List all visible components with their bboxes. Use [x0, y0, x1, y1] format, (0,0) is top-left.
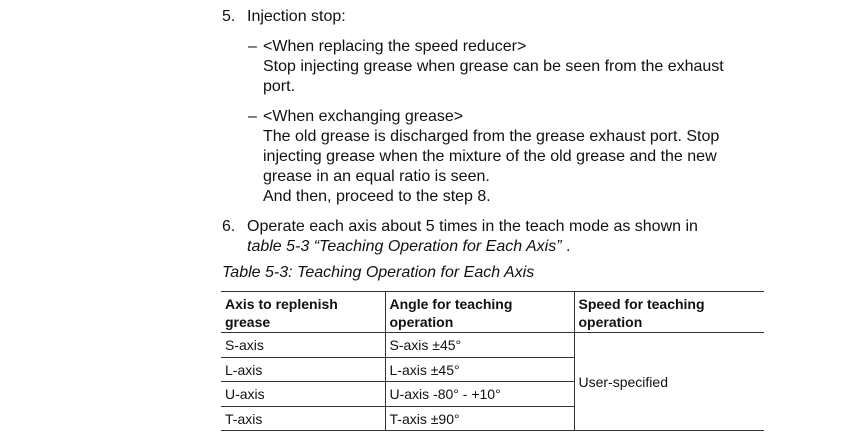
exchanging-grease-heading: <When exchanging grease> [263, 108, 464, 125]
replacing-reducer-line: port. [263, 78, 296, 95]
exchanging-grease-line: The old grease is discharged from the grease exhaust port. Stop [263, 128, 720, 145]
table-header-row [221, 292, 764, 333]
cell-angle: L-axis ±45° [385, 357, 574, 382]
header-angle: Angle for teaching operation [385, 292, 574, 333]
cell-speed: User-specified [574, 333, 764, 431]
cell-axis: S-axis [221, 333, 385, 358]
exchanging-grease-line: injecting grease when the mixture of the old grease and the new [263, 148, 717, 165]
header-axis: Axis to replenish grease [221, 292, 385, 333]
table-reference-link[interactable]: table 5-3 “Teaching Operation for Each Axis” [247, 238, 562, 255]
exchanging-grease-line: And then, proceed to the step 8. [263, 188, 491, 205]
replacing-reducer-heading: <When replacing the speed reducer> [263, 38, 527, 55]
table-caption: Table 5-3: Teaching Operation for Each Axis [222, 264, 535, 281]
header-speed: Speed for teaching operation [574, 292, 764, 333]
cell-angle: T-axis ±90° [385, 406, 574, 431]
cell-angle: S-axis ±45° [385, 333, 574, 358]
cell-axis: L-axis [221, 357, 385, 382]
step-6-text: Operate each axis about 5 times in the teach mode as shown in [247, 218, 698, 235]
dash-bullet: – [248, 108, 257, 125]
cell-axis: T-axis [221, 406, 385, 431]
step-6-reference [247, 237, 570, 257]
teaching-operation-table [221, 291, 764, 431]
replacing-reducer-line: Stop injecting grease when grease can be seen from the exhaust [263, 58, 724, 75]
step-5-title: Injection stop: [247, 8, 346, 25]
exchanging-grease-line: grease in an equal ratio is seen. [263, 168, 490, 185]
cell-axis: U-axis [221, 382, 385, 407]
step-6-number: 6. [222, 218, 236, 235]
reference-period: . [561, 238, 571, 255]
cell-angle: U-axis -80° - +10° [385, 382, 574, 407]
dash-bullet: – [248, 38, 257, 55]
table-row [221, 333, 764, 358]
step-5-number: 5. [222, 8, 236, 25]
